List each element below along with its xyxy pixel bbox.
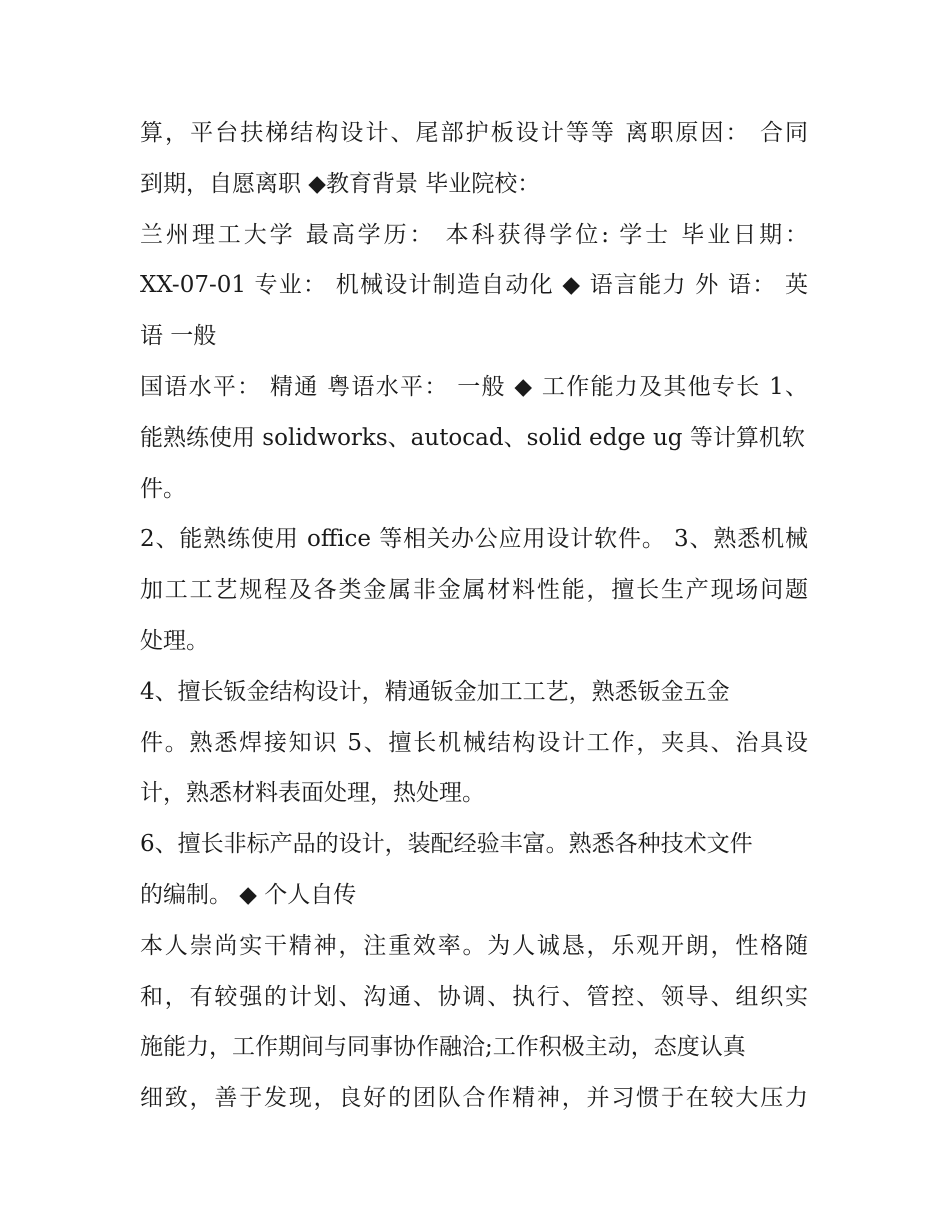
text-line: 施能力，工作期间与同事协作融洽;工作积极主动，态度认真 bbox=[140, 1034, 746, 1061]
text-line: XX-07-01 专业： 机械设计制造自动化 ◆ 语言能力 外 语： 英 bbox=[140, 272, 808, 299]
text-line: 件。 bbox=[140, 475, 186, 502]
text-line: 国语水平： 精通 粤语水平： 一般 ◆ 工作能力及其他专长 1、 bbox=[140, 373, 809, 400]
text-line: 和，有较强的计划、沟通、协调、执行、管控、领导、组织实 bbox=[140, 983, 808, 1010]
text-line: 计，熟悉材料表面处理，热处理。 bbox=[140, 780, 485, 807]
resume-text-body bbox=[140, 108, 820, 1124]
text-line: 语 一般 bbox=[140, 323, 217, 350]
text-line: 件。熟悉焊接知识 5、擅长机械结构设计工作，夹具、治具设 bbox=[140, 729, 808, 756]
text-line: 算，平台扶梯结构设计、尾部护板设计等等 离职原因： 合同 bbox=[140, 120, 808, 146]
text-line: 处理。 bbox=[140, 627, 209, 654]
text-line: 6、擅长非标产品的设计，装配经验丰富。熟悉各种技术文件 bbox=[140, 831, 753, 858]
text-line: 的编制。 ◆ 个人自传 bbox=[140, 881, 357, 908]
text-line: 2、能熟练使用 office 等相关办公应用设计软件。 3、熟悉机械 bbox=[140, 526, 808, 553]
text-line: 细致，善于发现，良好的团队合作精神，并习惯于在较大压力 bbox=[140, 1085, 808, 1112]
text-line: 兰州理工大学 最高学历： 本科获得学位: 学士 毕业日期： bbox=[140, 221, 808, 248]
text-line: 本人崇尚实干精神，注重效率。为人诚恳，乐观开朗，性格随 bbox=[140, 932, 808, 959]
text-line: 4、擅长钣金结构设计，精通钣金加工工艺，熟悉钣金五金 bbox=[140, 678, 730, 705]
text-line: 到期，自愿离职 ◆教育背景 毕业院校： bbox=[140, 170, 541, 197]
text-line: 加工工艺规程及各类金属非金属材料性能，擅长生产现场问题 bbox=[140, 577, 808, 604]
text-line: 能熟练使用 solidworks、autocad、solid edge ug 等计算机软 bbox=[140, 424, 805, 451]
